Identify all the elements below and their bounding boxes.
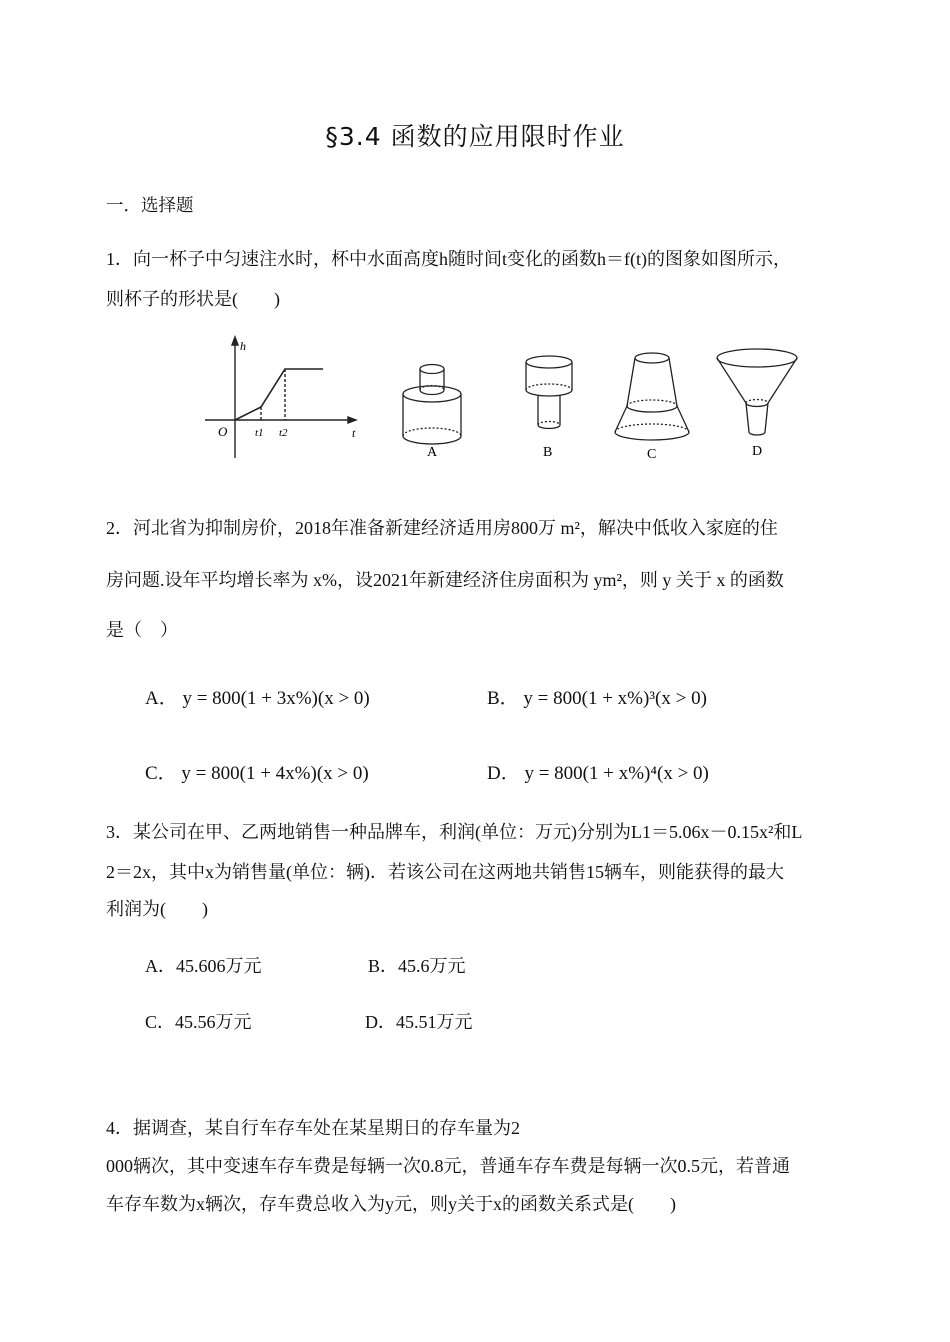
q3-option-b[interactable]: B．45.6万元 [368,956,466,976]
cup-c-label: C [647,447,657,462]
cup-a-icon [403,365,461,445]
q2-line1: 2．河北省为抑制房价，2018年准备新建经济适用房800万 m²，解决中低收入家庭的住 [106,518,778,538]
q2-option-b[interactable]: B． y = 800(1 + x%)³(x > 0) [487,688,707,709]
graph-x-label: t [352,426,356,440]
q2-option-c[interactable]: C． y = 800(1 + 4x%)(x > 0) [145,763,369,784]
page-title: §3.4 函数的应用限时作业 [325,122,625,151]
cup-d-icon [717,349,797,435]
x-axis-arrow [348,417,356,423]
q4-line1: 4．据调查，某自行车存车处在某星期日的存车量为2 [106,1118,520,1138]
q3-line1: 3．某公司在甲、乙两地销售一种品牌车，利润(单位：万元)分别为L1＝5.06x－0.15x²和L [106,822,803,842]
graph-origin: O [218,424,228,439]
water-height-graph [205,337,356,458]
q2-line2: 房问题.设年平均增长率为 x%，设2021年新建经济住房面积为 ym²，则 y 关于 x 的函数 [106,570,784,590]
q4-line3: 车存车数为x辆次，存车费总收入为y元，则y关于x的函数关系式是( ) [106,1194,676,1214]
q2-option-a[interactable]: A． y = 800(1 + 3x%)(x > 0) [145,688,370,709]
q3-option-c[interactable]: C．45.56万元 [145,1012,252,1032]
q3-line2: 2＝2x，其中x为销售量(单位：辆)．若该公司在这两地共销售15辆车，则能获得的最大 [106,862,784,882]
cup-d-label: D [752,444,763,459]
q4-line2: 000辆次，其中变速车存车费是每辆一次0.8元，普通车存车费是每辆一次0.5元，若普通 [106,1156,790,1176]
cup-b-icon [526,356,572,429]
graph-y-label: h [240,339,246,353]
q3-line3: 利润为( ) [106,899,208,919]
cup-b-label: B [543,445,553,460]
section-heading: 一．选择题 [106,195,194,215]
q2-option-d[interactable]: D． y = 800(1 + x%)⁴(x > 0) [487,763,709,784]
cup-c-icon [615,353,689,440]
graph-curve [235,369,323,420]
y-axis-arrow [232,337,238,345]
q3-option-d[interactable]: D．45.51万元 [365,1012,473,1032]
cup-a-label: A [427,445,438,460]
q2-line3: 是（ ） [106,620,178,640]
q1-line2: 则杯子的形状是( ) [106,289,280,309]
q1-figure [195,328,763,473]
q3-option-a[interactable]: A．45.606万元 [145,956,262,976]
q1-line1: 1．向一杯子中匀速注水时，杯中水面高度h随时间t变化的函数h＝f(t)的图象如图所示， [106,249,791,269]
graph-t1: t1 [255,427,264,439]
graph-t2: t2 [279,427,288,439]
